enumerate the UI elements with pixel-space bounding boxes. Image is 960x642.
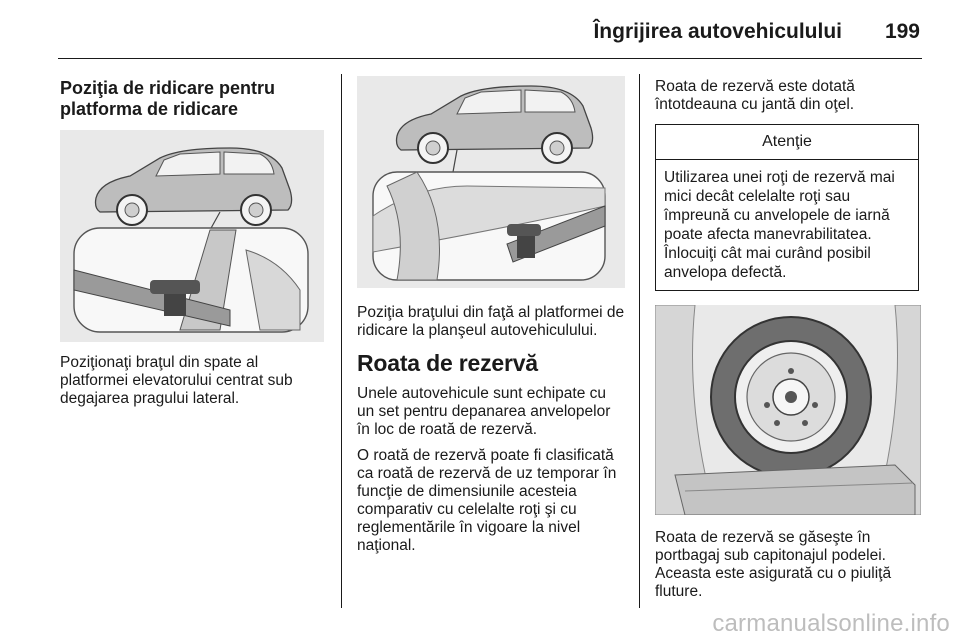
paragraph-temporary-spare: O roată de rezervă poate fi clasificată ca roată de rezervă de uz temporar în funcţie de dimensiunile acesteia comparativ cu celelalte roţi şi cu reglementările în vigoare la nivel naţional.: [357, 447, 617, 554]
section-heading-spare-wheel: Roata de rezervă: [357, 350, 538, 376]
section-heading-lift-position: Poziţia de ridicare pentru platforma de ridicare: [60, 78, 276, 119]
spare-wheel-drawing: [655, 305, 921, 515]
paragraph-steel-rim: Roata de rezervă este dotată întotdeauna cu jantă din oţel.: [655, 78, 855, 113]
column-rear-lift-point: [60, 78, 326, 416]
illustration-spare-wheel-trunk: [655, 305, 921, 515]
car-front-lift-drawing: [357, 76, 625, 288]
page-number: 199: [884, 20, 920, 43]
warning-title: Atenţie: [656, 125, 918, 160]
column-divider-2: [639, 74, 640, 608]
illustration-rear-lift-arm: [60, 130, 324, 342]
site-watermark: carmanualsonline.info: [712, 610, 950, 637]
header-rule: [58, 58, 922, 59]
illustration-front-lift-arm: [357, 76, 625, 288]
caption-rear-lift: Poziţionaţi braţul din spate al platformei elevatorului centrat sub degajarea pragului lateral.: [60, 354, 293, 407]
column-divider-1: [341, 74, 342, 608]
warning-box: [655, 124, 919, 291]
caption-front-lift: Poziţia braţului din faţă al platformei de ridicare la planşeul autovehiculului.: [357, 304, 625, 339]
column-front-lift-and-spare: [357, 76, 625, 563]
page-header: [0, 0, 960, 62]
paragraph-tyre-repair-kit: Unele autovehicule sunt echipate cu un set pentru depanarea anvelopelor în loc de roată de rezervă.: [357, 385, 611, 438]
warning-text: Utilizarea unei roţi de rezervă mai mici decât celelalte roţi sau împreună cu anvelopele de iarnă poate afecta manevrabilitatea. Înlocuiţi cât mai curând posibil anvelopa defectă.: [664, 169, 895, 281]
car-rear-lift-drawing: [60, 130, 324, 342]
chapter-title: Îngrijirea autovehiculului: [593, 20, 842, 43]
column-spare-wheel-details: [655, 78, 921, 609]
caption-spare-location: Roata de rezervă se găseşte în portbagaj sub capitonajul podelei. Aceasta este asigurată cu o piuliţă fluture.: [655, 529, 892, 600]
